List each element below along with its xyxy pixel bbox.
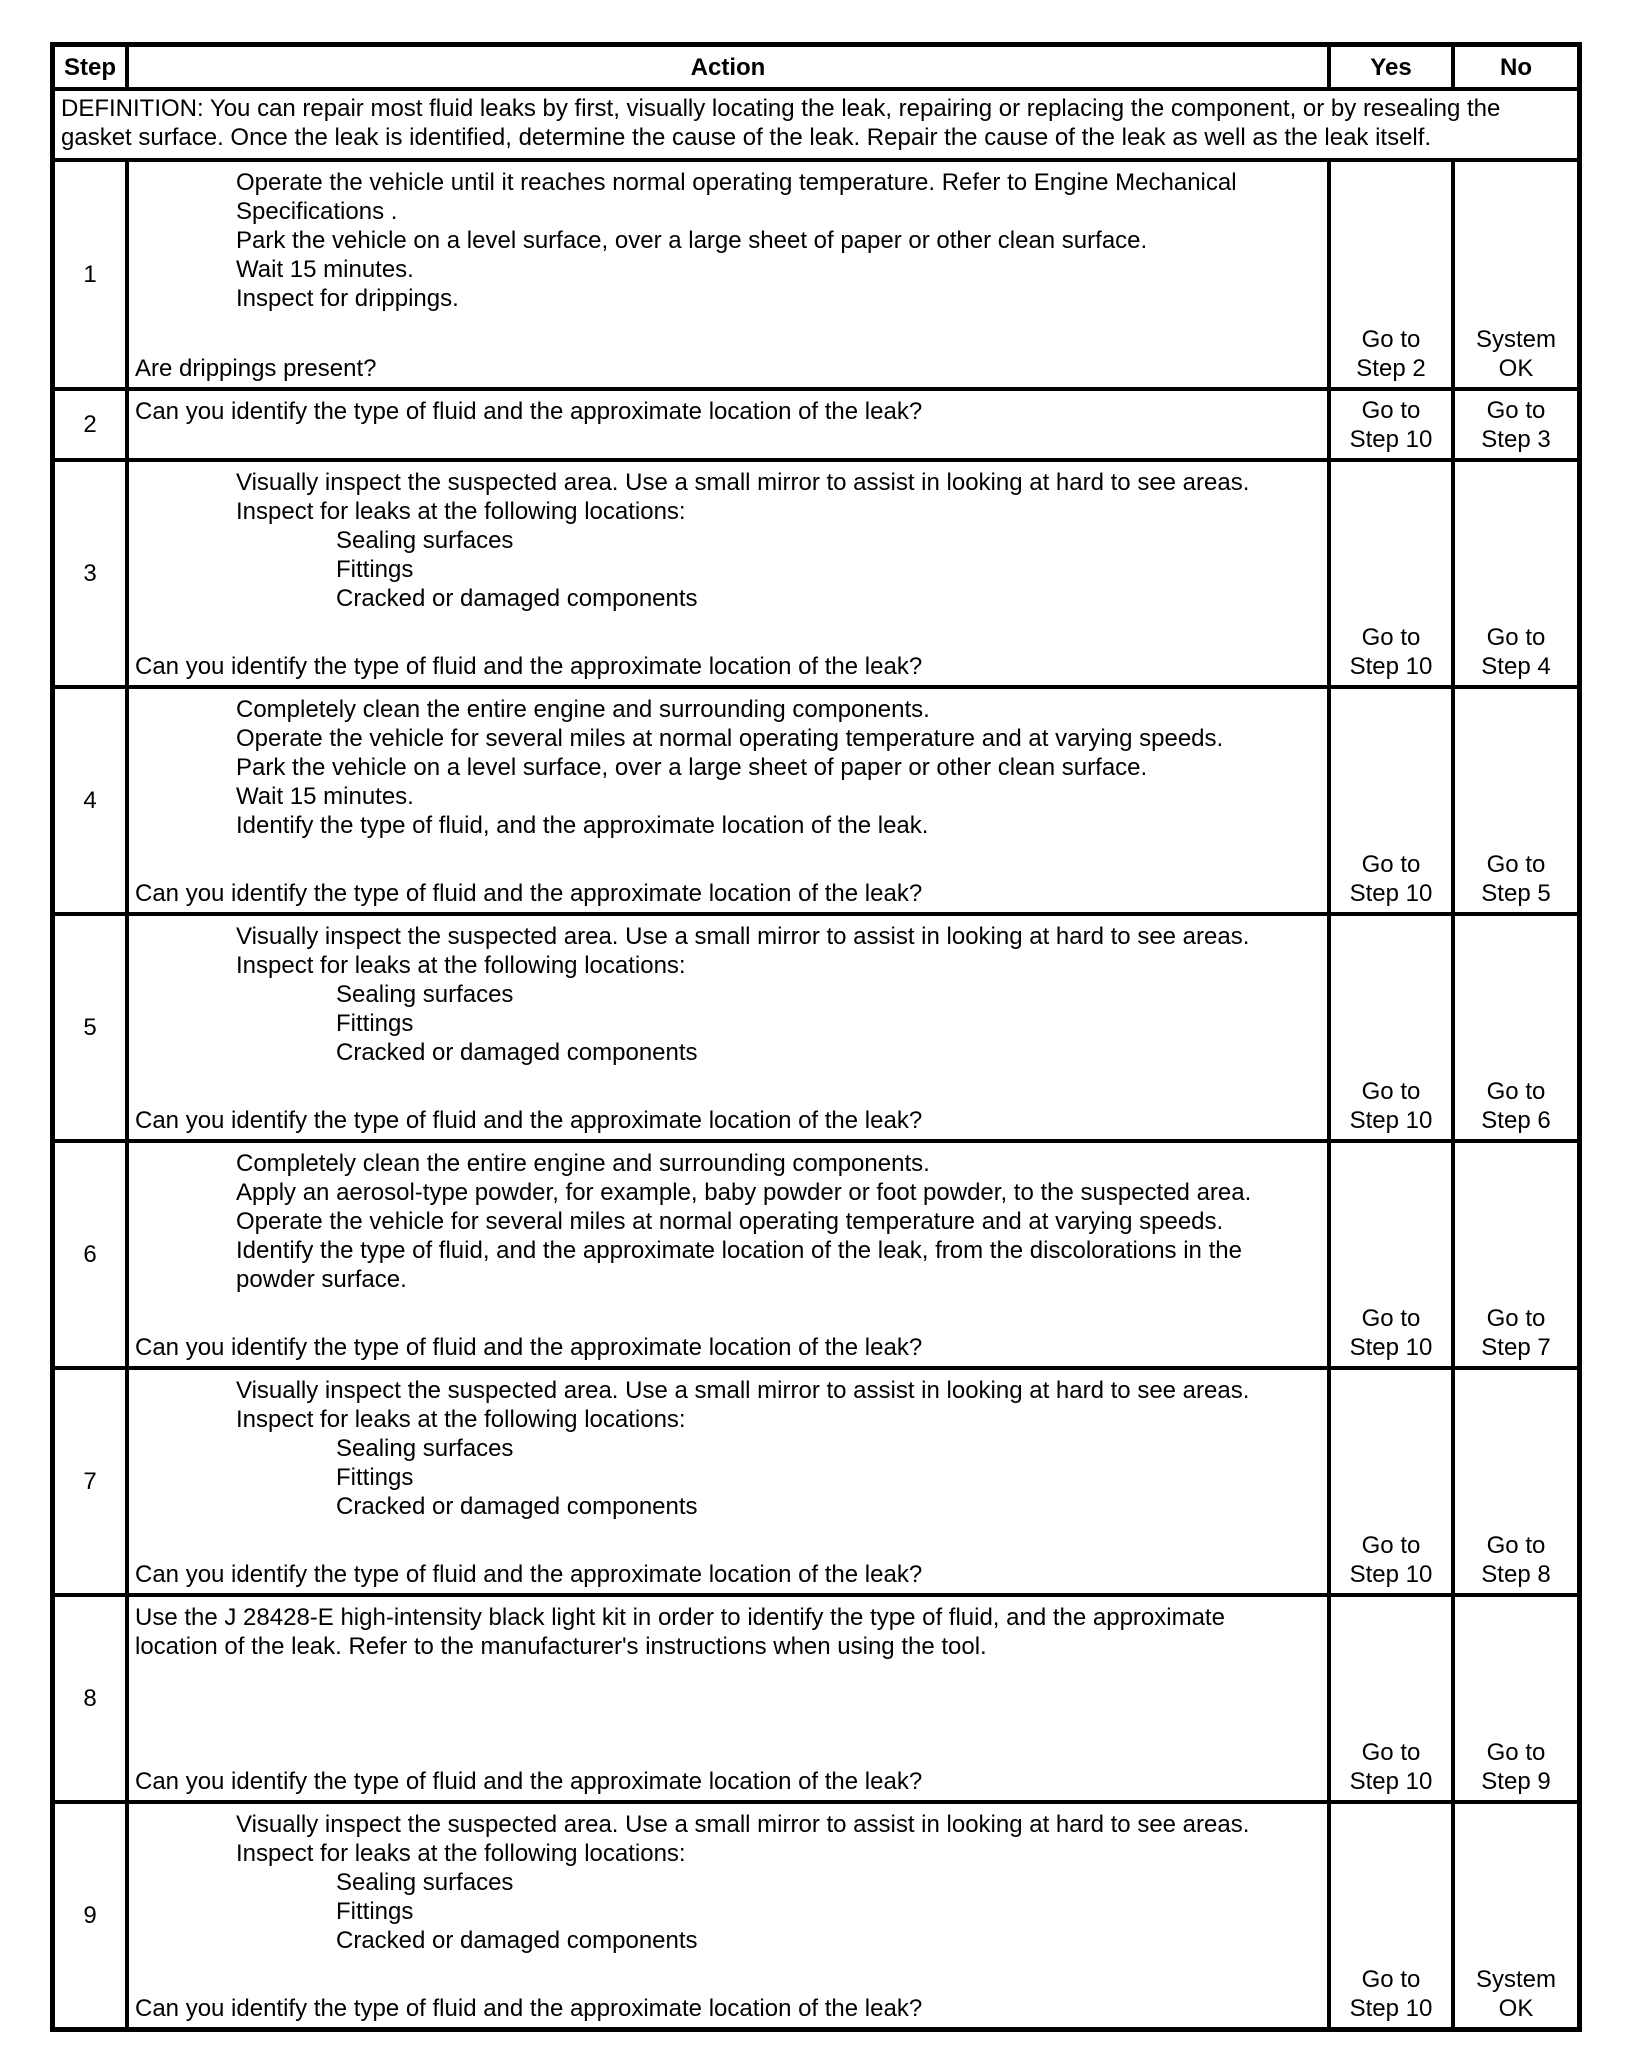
action-line: Visually inspect the suspected area. Use a small mirror to assist in looking at hard to see areas. xyxy=(236,1811,1250,1838)
question-text: Are drippings present? xyxy=(135,355,377,382)
action-line: Fittings xyxy=(336,556,414,583)
no-line: Step 5 xyxy=(1481,880,1551,907)
yes-line: Go to xyxy=(1361,1532,1421,1559)
question-text: Can you identify the type of fluid and the approximate location of the leak? xyxy=(135,1561,923,1588)
no-cell xyxy=(1453,160,1579,389)
yes-line: Step 10 xyxy=(1349,1334,1433,1361)
no-line: Step 3 xyxy=(1481,426,1551,453)
action-line: Operate the vehicle until it reaches normal operating temperature. Refer to Engine Mechanical xyxy=(236,169,1237,196)
no-cell xyxy=(1453,1368,1579,1595)
step-number: 8 xyxy=(53,1595,127,1802)
table-row xyxy=(53,914,1579,1141)
step-number: 2 xyxy=(53,389,127,460)
action-cell xyxy=(127,914,1329,1141)
action-cell xyxy=(127,1595,1329,1802)
no-line: Step 6 xyxy=(1481,1107,1551,1134)
step-number: 9 xyxy=(53,1802,127,2029)
action-line: Cracked or damaged components xyxy=(336,1039,698,1066)
yes-line: Go to xyxy=(1361,851,1421,878)
action-line: Cracked or damaged components xyxy=(336,585,698,612)
header-no: No xyxy=(1453,45,1579,89)
yes-line: Step 2 xyxy=(1356,355,1426,382)
action-cell xyxy=(127,1368,1329,1595)
action-line: Fittings xyxy=(336,1010,414,1037)
action-cell xyxy=(127,460,1329,687)
yes-cell xyxy=(1329,687,1453,914)
header-yes: Yes xyxy=(1329,45,1453,89)
yes-cell xyxy=(1329,1802,1453,2029)
action-line: Inspect for leaks at the following locations: xyxy=(236,952,686,979)
yes-line: Step 10 xyxy=(1349,1768,1433,1795)
action-line: Inspect for leaks at the following locations: xyxy=(236,498,686,525)
yes-cell xyxy=(1329,914,1453,1141)
no-line: Step 9 xyxy=(1481,1768,1551,1795)
step-number: 4 xyxy=(53,687,127,914)
action-line: Sealing surfaces xyxy=(336,981,514,1008)
yes-cell xyxy=(1329,389,1453,460)
action-line: Sealing surfaces xyxy=(336,1435,514,1462)
table-row xyxy=(53,687,1579,914)
action-line: Inspect for leaks at the following locations: xyxy=(236,1406,686,1433)
no-cell xyxy=(1453,1141,1579,1368)
yes-cell xyxy=(1329,460,1453,687)
question-text: Can you identify the type of fluid and the approximate location of the leak? xyxy=(135,1334,923,1361)
yes-line: Step 10 xyxy=(1349,653,1433,680)
yes-line: Step 10 xyxy=(1349,1561,1433,1588)
question-text: Can you identify the type of fluid and the approximate location of the leak? xyxy=(135,398,923,425)
action-line: Completely clean the entire engine and surrounding components. xyxy=(236,696,930,723)
action-line: Apply an aerosol-type powder, for example, baby powder or foot powder, to the suspected area. xyxy=(236,1179,1252,1206)
action-cell xyxy=(127,1141,1329,1368)
yes-line: Go to xyxy=(1361,1739,1421,1766)
header-row xyxy=(53,45,1579,89)
definition-row xyxy=(53,89,1579,160)
no-line: Go to xyxy=(1486,851,1546,878)
yes-cell xyxy=(1329,1595,1453,1802)
step-number: 6 xyxy=(53,1141,127,1368)
action-line: Inspect for leaks at the following locations: xyxy=(236,1840,686,1867)
step-number: 3 xyxy=(53,460,127,687)
no-line: OK xyxy=(1498,355,1534,382)
no-line: System xyxy=(1475,1966,1556,1993)
table-row xyxy=(53,160,1579,389)
yes-line: Go to xyxy=(1361,624,1421,651)
yes-line: Go to xyxy=(1361,1966,1421,1993)
table-row xyxy=(53,1595,1579,1802)
action-line: Wait 15 minutes. xyxy=(236,256,414,283)
step-number: 7 xyxy=(53,1368,127,1595)
yes-cell xyxy=(1329,1141,1453,1368)
yes-line: Go to xyxy=(1361,1305,1421,1332)
yes-cell xyxy=(1329,160,1453,389)
action-line: Cracked or damaged components xyxy=(336,1493,698,1520)
question-text: Can you identify the type of fluid and the approximate location of the leak? xyxy=(135,880,923,907)
action-line: powder surface. xyxy=(236,1266,407,1293)
action-cell xyxy=(127,389,1329,460)
yes-line: Step 10 xyxy=(1349,1995,1433,2022)
step-number: 5 xyxy=(53,914,127,1141)
no-cell xyxy=(1453,389,1579,460)
table-row xyxy=(53,389,1579,460)
no-cell xyxy=(1453,460,1579,687)
yes-line: Go to xyxy=(1361,1078,1421,1105)
no-line: Go to xyxy=(1486,1532,1546,1559)
action-line: Specifications . xyxy=(236,198,398,225)
question-text: Can you identify the type of fluid and the approximate location of the leak? xyxy=(135,1107,923,1134)
no-line: Step 4 xyxy=(1481,653,1551,680)
action-line: Identify the type of fluid, and the approximate location of the leak, from the discolorations in the xyxy=(236,1237,1242,1264)
table-row xyxy=(53,1141,1579,1368)
no-cell xyxy=(1453,914,1579,1141)
action-line: Use the J 28428-E high-intensity black light kit in order to identify the type of fluid, and the approximate xyxy=(135,1604,1225,1631)
no-line: Go to xyxy=(1486,624,1546,651)
header-step: Step xyxy=(53,45,127,89)
no-cell xyxy=(1453,1802,1579,2029)
action-line: Park the vehicle on a level surface, over a large sheet of paper or other clean surface. xyxy=(236,754,1148,781)
action-line: Cracked or damaged components xyxy=(336,1927,698,1954)
diagnostic-table xyxy=(50,42,1582,2032)
action-line: Visually inspect the suspected area. Use a small mirror to assist in looking at hard to see areas. xyxy=(236,1377,1250,1404)
action-cell xyxy=(127,160,1329,389)
yes-line: Step 10 xyxy=(1349,880,1433,907)
header-action: Action xyxy=(127,45,1329,89)
question-text: Can you identify the type of fluid and the approximate location of the leak? xyxy=(135,1768,923,1795)
action-cell xyxy=(127,1802,1329,2029)
no-line: OK xyxy=(1498,1995,1534,2022)
no-line: Go to xyxy=(1486,397,1546,424)
question-text: Can you identify the type of fluid and the approximate location of the leak? xyxy=(135,1995,923,2022)
action-line: Operate the vehicle for several miles at normal operating temperature and at varying speeds. xyxy=(236,1208,1224,1235)
action-line: Visually inspect the suspected area. Use a small mirror to assist in looking at hard to see areas. xyxy=(236,923,1250,950)
action-line: Fittings xyxy=(336,1464,414,1491)
action-line: Wait 15 minutes. xyxy=(236,783,414,810)
no-line: Step 7 xyxy=(1481,1334,1551,1361)
step-number: 1 xyxy=(53,160,127,389)
question-text: Can you identify the type of fluid and the approximate location of the leak? xyxy=(135,653,923,680)
table-row xyxy=(53,1802,1579,2029)
definition-text: DEFINITION: You can repair most fluid leaks by first, visually locating the leak, repairing or replacing the component, or by resealing the gasket surface. Once the leak is identified, determine the cause of the leak. Repair the cause of the leak as well as the leak itself. xyxy=(53,89,1579,160)
yes-line: Step 10 xyxy=(1349,426,1433,453)
no-line: Step 8 xyxy=(1481,1561,1551,1588)
table-row xyxy=(53,460,1579,687)
no-cell xyxy=(1453,687,1579,914)
action-line: location of the leak. Refer to the manufacturer's instructions when using the tool. xyxy=(135,1633,987,1660)
table-row xyxy=(53,1368,1579,1595)
no-line: Go to xyxy=(1486,1305,1546,1332)
action-line: Operate the vehicle for several miles at normal operating temperature and at varying speeds. xyxy=(236,725,1224,752)
no-line: Go to xyxy=(1486,1078,1546,1105)
yes-line: Go to xyxy=(1361,397,1421,424)
action-line: Park the vehicle on a level surface, over a large sheet of paper or other clean surface. xyxy=(236,227,1148,254)
yes-line: Go to xyxy=(1361,326,1421,353)
action-line: Completely clean the entire engine and surrounding components. xyxy=(236,1150,930,1177)
action-line: Fittings xyxy=(336,1898,414,1925)
no-line: System xyxy=(1475,326,1556,353)
yes-line: Step 10 xyxy=(1349,1107,1433,1134)
action-line: Sealing surfaces xyxy=(336,527,514,554)
action-line: Inspect for drippings. xyxy=(236,285,459,312)
yes-cell xyxy=(1329,1368,1453,1595)
no-cell xyxy=(1453,1595,1579,1802)
no-line: Go to xyxy=(1486,1739,1546,1766)
action-line: Identify the type of fluid, and the approximate location of the leak. xyxy=(236,812,929,839)
action-line: Sealing surfaces xyxy=(336,1869,514,1896)
action-line: Visually inspect the suspected area. Use a small mirror to assist in looking at hard to see areas. xyxy=(236,469,1250,496)
action-cell xyxy=(127,687,1329,914)
